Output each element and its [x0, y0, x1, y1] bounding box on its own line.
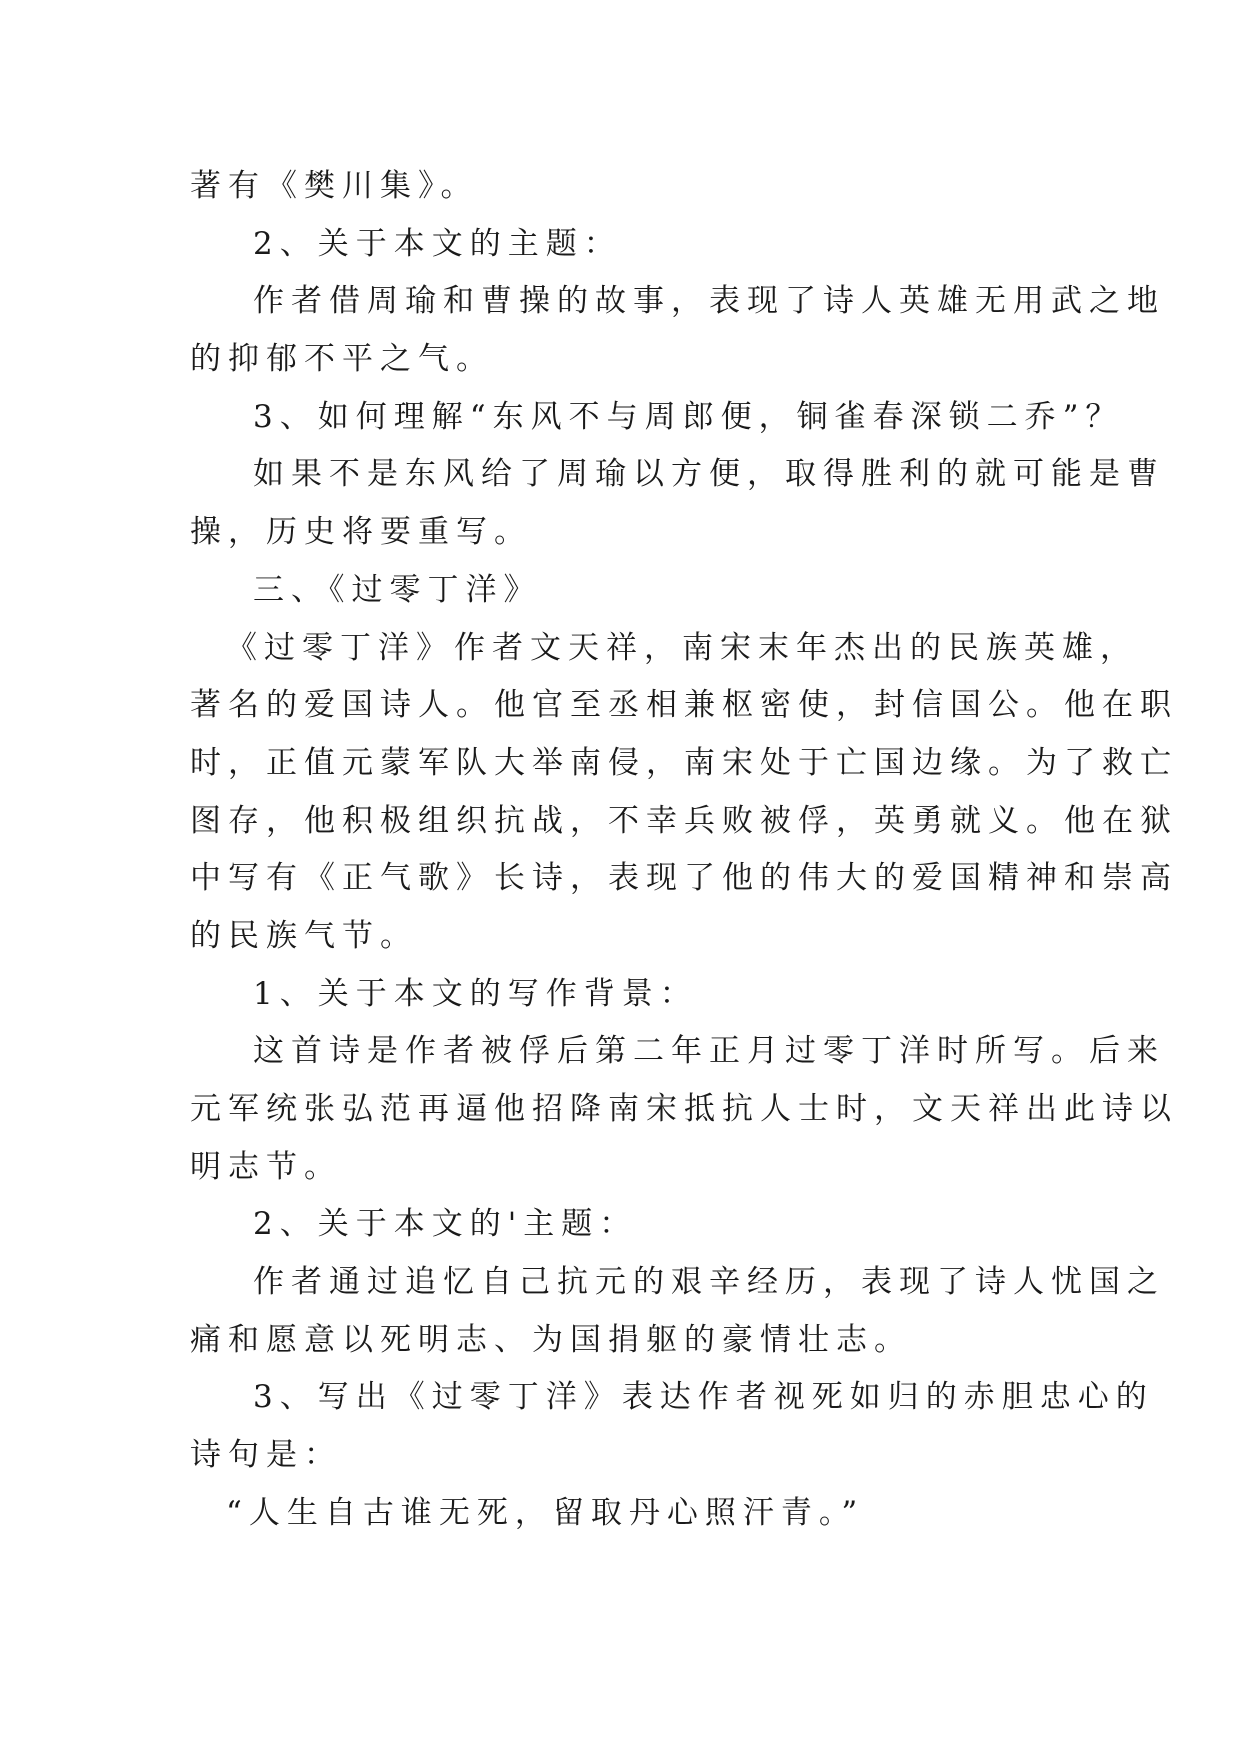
- chapter-heading: 三、《过零丁洋》: [253, 571, 542, 608]
- text-line: 操，历史将要重写。: [190, 514, 532, 551]
- text-line: 明志节。: [190, 1148, 342, 1185]
- text-line: 时，正值元蒙军队大举南侵，南宋处于亡国边缘。为了救亡: [190, 744, 1178, 781]
- text-line: 图存，他积极组织抗战，不幸兵败被俘，英勇就义。他在狱: [190, 802, 1178, 839]
- text-line: 著名的爱国诗人。他官至丞相兼枢密使，封信国公。他在职: [190, 687, 1178, 724]
- text-line: 《过零丁洋》作者文天祥，南宋末年杰出的民族英雄，: [226, 629, 1138, 666]
- text-line: 诗句是：: [190, 1437, 342, 1474]
- section-heading: 3、如何理解“东风不与周郎便，铜雀春深锁二乔”？: [253, 398, 1124, 435]
- document-body: [190, 158, 1178, 1543]
- text-line: 如果不是东风给了周瑜以方便，取得胜利的就可能是曹: [253, 456, 1165, 493]
- text-line: 元军统张弘范再逼他招降南宋抵抗人士时，文天祥出此诗以: [190, 1091, 1178, 1127]
- section-heading: 1、关于本文的写作背景：: [253, 975, 698, 1012]
- text-line: 这首诗是作者被俘后第二年正月过零丁洋时所写。后来: [253, 1033, 1165, 1070]
- text-line: 作者借周瑜和曹操的故事，表现了诗人英雄无用武之地: [253, 283, 1165, 320]
- section-heading: 3、写出《过零丁洋》表达作者视死如归的赤胆忠心的: [253, 1379, 1154, 1416]
- text-line: 中写有《正气歌》长诗，表现了他的伟大的爱国精神和崇高: [190, 860, 1178, 897]
- text-line: 著有《樊川集》。: [190, 168, 479, 204]
- text-line: 痛和愿意以死明志、为国捐躯的豪情壮志。: [190, 1321, 912, 1358]
- section-heading: 2、关于本文的'主题：: [253, 1206, 638, 1243]
- quote-line: “人生自古谁无死，留取丹心照汗青。”: [226, 1494, 865, 1531]
- text-line: 的民族气节。: [190, 917, 418, 954]
- text-line: 作者通过追忆自己抗元的艰辛经历，表现了诗人忧国之: [253, 1264, 1165, 1301]
- text-line: 的抑郁不平之气。: [190, 341, 494, 378]
- section-heading: 2、关于本文的主题：: [253, 225, 622, 262]
